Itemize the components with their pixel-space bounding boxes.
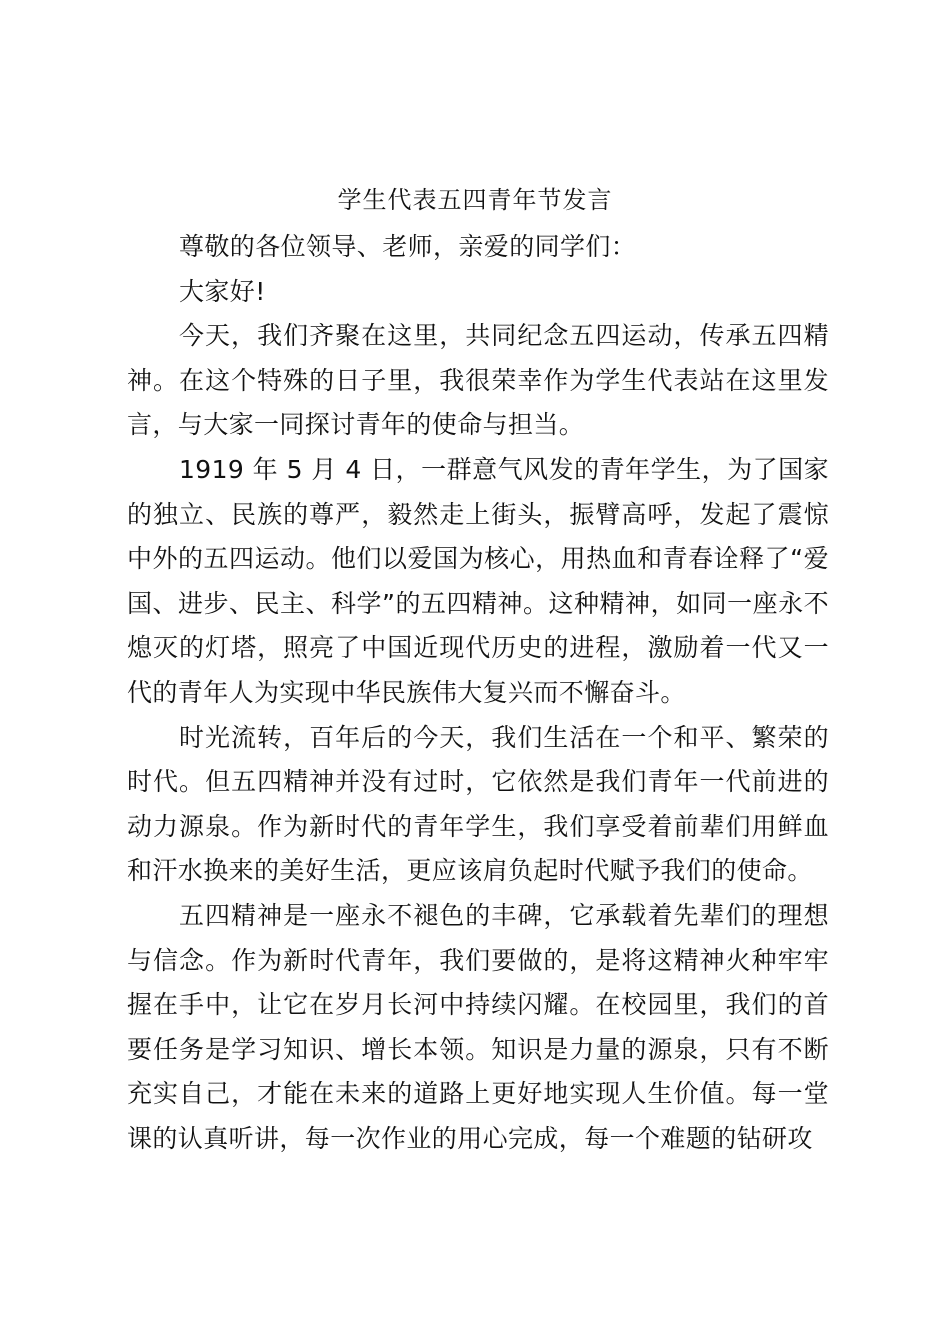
salutation: 尊敬的各位领导、老师，亲爱的同学们： bbox=[179, 232, 637, 261]
paragraph-3: 时光流转，百年后的今天，我们生活在一个和平、繁荣的时代。但五四精神并没有过时，它依然是我们青年一代前进的动力源泉。作为新时代的青年学生，我们享受着前辈们用鲜血和汗水换来的美好生活，更应该肩负起时代赋予我们的使命。 bbox=[127, 722, 829, 886]
document-title: 学生代表五四青年节发言 bbox=[337, 186, 613, 214]
paragraph-4: 五四精神是一座永不褪色的丰碑，它承载着先辈们的理想与信念。作为新时代青年，我们要做的，是将这精神火种牢牢握在手中，让它在岁月长河中持续闪耀。在校园里，我们的首要任务是学习知识、增长本领。知识是力量的源泉，只有不断充实自己，才能在未来的道路上更好地实现人生价值。每一堂课的认真听讲，每一次作业的用心完成，每一个难题的钻研攻 bbox=[127, 900, 829, 1153]
document-body bbox=[127, 225, 829, 1161]
paragraph-2: 1919 年 5 月 4 日，一群意气风发的青年学生，为了国家的独立、民族的尊严，毅然走上街头，振臂高呼，发起了震惊中外的五四运动。他们以爱国为核心，用热血和青春诠释了“爱国、进步、民主、科学”的五四精神。这种精神，如同一座永不熄灭的灯塔，照亮了中国近现代历史的进程，激励着一代又一代的青年人为实现中华民族伟大复兴而不懈奋斗。 bbox=[127, 454, 829, 707]
paragraph-1: 今天，我们齐聚在这里，共同纪念五四运动，传承五四精神。在这个特殊的日子里，我很荣幸作为学生代表站在这里发言，与大家一同探讨青年的使命与担当。 bbox=[127, 321, 829, 440]
greeting: 大家好! bbox=[179, 276, 266, 306]
